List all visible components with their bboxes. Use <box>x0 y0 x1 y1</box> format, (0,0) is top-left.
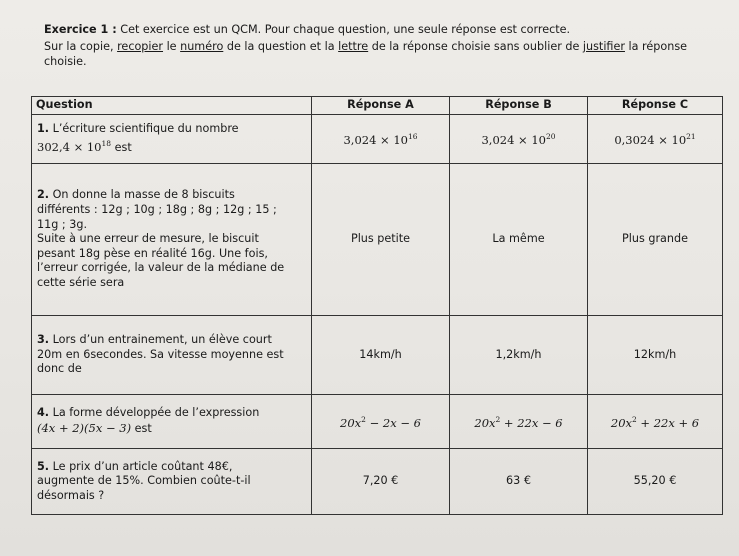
answer-3b: 1,2km/h <box>450 316 588 395</box>
qcm-table <box>31 96 723 515</box>
instr-underlined-numero: numéro <box>180 40 224 53</box>
question-1 <box>32 115 312 164</box>
question-3 <box>32 316 312 395</box>
question-5 <box>32 449 312 515</box>
question-text: La forme développée de l’expression <box>49 406 260 420</box>
question-number: 4. <box>37 406 50 420</box>
answer-4a <box>312 395 450 449</box>
question-4 <box>32 395 312 449</box>
instructions-line-3: choisie. <box>44 55 87 68</box>
answer-2c: Plus grande <box>588 164 723 316</box>
instructions-line-1 <box>44 22 724 37</box>
question-text: l’erreur corrigée, la valeur de la médiane de <box>37 261 285 275</box>
question-text: 20m en 6secondes. Sa vitesse moyenne est <box>37 347 284 361</box>
question-text: On donne la masse de 8 biscuits <box>49 188 235 202</box>
question-text: Lors d’un entrainement, un élève court <box>49 333 272 347</box>
exercise-title: Exercice 1 : <box>44 23 117 36</box>
question-text: Le prix d’un article coûtant 48€, <box>49 459 233 473</box>
header-question: Question <box>32 97 312 115</box>
answer-3c: 12km/h <box>588 316 723 395</box>
answer-1a <box>312 115 450 164</box>
math-exponent: 2 <box>632 414 637 424</box>
math-exponent: 20 <box>545 132 556 142</box>
math-mantissa: 0,3024 × 10 <box>614 133 687 148</box>
question-number: 1. <box>37 122 50 136</box>
answer-2b: La même <box>450 164 588 316</box>
instr-frag: la réponse <box>624 40 688 53</box>
question-text: Suite à une erreur de mesure, le biscuit <box>37 232 259 246</box>
table-header-row <box>32 97 723 115</box>
instr-underlined-lettre: lettre <box>338 40 369 53</box>
instructions-line-2 <box>44 39 724 54</box>
math-exponent: 18 <box>101 139 112 148</box>
math-mantissa: 3,024 × 10 <box>481 133 546 148</box>
question-number: 3. <box>37 333 50 347</box>
answer-3a: 14km/h <box>312 316 450 395</box>
instr-underlined-justifier: justifier <box>582 40 625 53</box>
question-text: cette série sera <box>37 275 125 289</box>
question-number: 5. <box>37 459 50 473</box>
question-math <box>37 140 111 154</box>
header-answer-c: Réponse C <box>588 97 723 115</box>
exercise-instructions <box>44 22 724 69</box>
math-term: 20x <box>474 415 496 430</box>
math-term: − 2x − 6 <box>365 415 421 430</box>
math-term: 20x <box>610 415 632 430</box>
table-row <box>32 449 723 515</box>
question-2 <box>32 164 312 316</box>
instr-frag: de la question et la <box>223 40 339 53</box>
math-expression: (4x + 2)(5x − 3) <box>37 421 132 435</box>
instr-underlined-recopier: recopier <box>117 40 164 53</box>
math-mantissa: 302,4 × 10 <box>37 140 102 154</box>
instructions-text-1: Cet exercice est un QCM. Pour chaque question, une seule réponse est correcte. <box>116 23 571 36</box>
question-text: différents : 12g ; 10g ; 18g ; 8g ; 12g ; 15 ; <box>37 203 277 217</box>
answer-1c <box>588 115 723 164</box>
math-mantissa: 3,024 × 10 <box>343 133 408 148</box>
math-term: + 22x + 6 <box>636 415 700 430</box>
table-row <box>32 316 723 395</box>
math-exponent: 2 <box>361 414 366 424</box>
answer-4b <box>450 395 588 449</box>
math-term: + 22x − 6 <box>500 415 563 430</box>
answer-4c <box>588 395 723 449</box>
answer-2a: Plus petite <box>312 164 450 316</box>
question-number: 2. <box>37 188 50 202</box>
answer-5a: 7,20 € <box>312 449 450 515</box>
math-term: 20x <box>340 415 362 430</box>
header-answer-a: Réponse A <box>312 97 450 115</box>
math-exponent: 21 <box>686 132 696 142</box>
math-exponent: 16 <box>407 132 418 142</box>
table-row <box>32 395 723 449</box>
question-text: est <box>111 141 132 154</box>
answer-5c: 55,20 € <box>588 449 723 515</box>
question-text: augmente de 15%. Combien coûte-t-il <box>37 474 251 488</box>
question-text: donc de <box>37 362 82 376</box>
question-text: pesant 18g pèse en réalité 16g. Une fois, <box>37 246 268 260</box>
answer-5b: 63 € <box>450 449 588 515</box>
table-row <box>32 115 723 164</box>
question-text: L’écriture scientifique du nombre <box>49 122 239 136</box>
question-text: est <box>131 422 152 435</box>
header-answer-b: Réponse B <box>450 97 588 115</box>
math-exponent: 2 <box>495 414 501 424</box>
instr-frag: le <box>163 40 181 53</box>
question-text: désormais ? <box>37 488 105 502</box>
instr-frag: Sur la copie, <box>44 40 118 53</box>
answer-1b <box>450 115 588 164</box>
question-text: 11g ; 3g. <box>37 217 87 231</box>
question-math <box>37 421 131 435</box>
instr-frag: de la réponse choisie sans oublier de <box>368 40 583 53</box>
table-row <box>32 164 723 316</box>
